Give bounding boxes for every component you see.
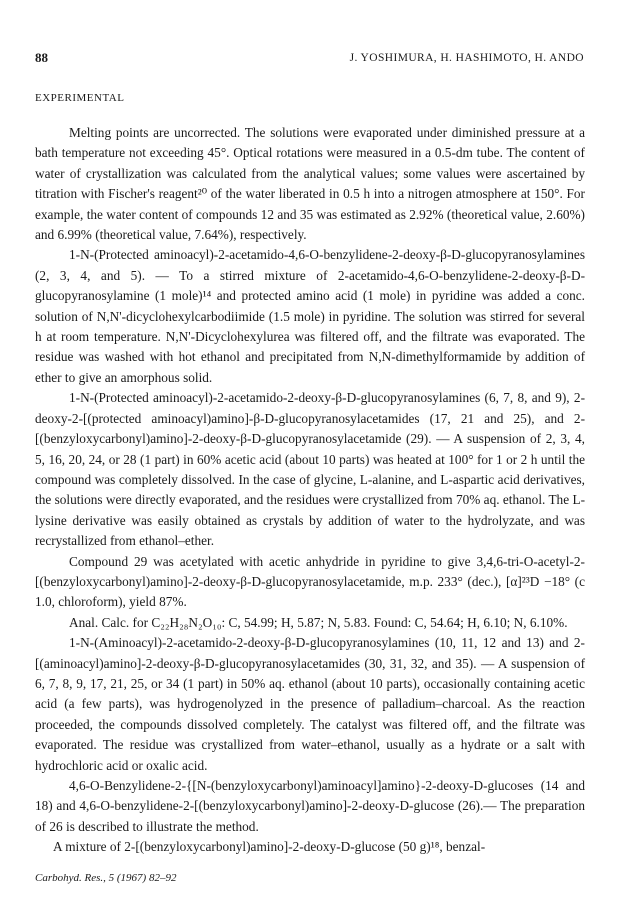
paragraph: 1-N-(Aminoacyl)-2-acetamido-2-deoxy-β-D-glucopyranosylamines (10, 11, 12 and 13) and 2-[(aminoacyl)amino]-2-deoxy-β-D-glucopyranosylacetamides (30, 31, 32, and 35). — A suspension of 6, 7, 8, 9, 17, 21, 25, or 34 (1 part) in 50% aq. ethanol (about 10 parts), occasionally containing acetic acid (a few parts), was hydrogenolyzed in the presence of palladium–charcoal. As the reaction proceeded, the compounds dissolved completely. The catalyst was filtered off, and the filtrate was evaporated. The residue was crystallized from water–ethanol, usually as a hydrate or a salt with hydrochloric acid or oxalic acid.: [35, 635, 585, 773]
paragraph: Compound 29 was acetylated with acetic anhydride in pyridine to give 3,4,6-tri-O-acetyl-2-[(benzyloxycarbonyl)amino]-2-deoxy-β-D-glucopyranosylacetamide, m.p. 233° (dec.), [α]²³D −18° (c 1.0, chloroform), yield 87%.: [35, 553, 585, 610]
footer-citation: Carbohyd. Res., 5 (1967) 82–92: [35, 872, 177, 884]
paragraph: Melting points are uncorrected. The solutions were evaporated under diminished pressure at a bath temperature not exceeding 45°. Optical rotations were measured in a 0.5-dm tube. The content of water of crystallization was calculated from the analytical values; some values were ascertained by titration with Fischer's reagent²⁰ of the water liberated in 0.5 h into a nitrogen atmosphere at 150°. For example, the water content of compounds 12 and 35 was estimated as 2.92% (theoretical value, 2.60%) and 6.99% (theoretical value, 7.64%), respectively.: [35, 125, 585, 243]
paragraph: 1-N-(Protected aminoacyl)-2-acetamido-4,6-O-benzylidene-2-deoxy-β-D-glucopyranosylamines (2, 3, 4, and 5). — To a stirred mixture of 2-acetamido-4,6-O-benzylidene-2-deoxy-β-D-glucopyranosylamine (1 mole)¹⁴ and protected amino acid (1 mole) in pyridine was added a conc. solution of N,N'-dicyclohexylcarbodiimide (1.5 mole) in pyridine. The solution was stirred for several h at room temperature. N,N'-Dicyclohexylurea was filtered off, and the filtrate was evaporated. The residue was washed with hot ethanol and precipitated from N,N-dimethylformamide by addition of ether to give an amorphous solid.: [35, 247, 585, 385]
body-text: [35, 123, 585, 858]
paragraph: 1-N-(Protected aminoacyl)-2-acetamido-2-deoxy-β-D-glucopyranosylamines (6, 7, 8, and 9), 2-deoxy-2-[(protected aminoacyl)amino]-β-D-glucopyranosylacetamides (17, 21 and 25), and 2-[(benzyloxycarbonyl)amino]-2-deoxy-β-D-glucopyranosylacetamide (29). — A suspension of 2, 3, 4, 5, 16, 20, 24, or 28 (1 part) in 60% acetic acid (about 10 parts) was heated at 100° for 1 or 2 h until the compound was completely dissolved. In the case of glycine, L-alanine, and L-aspartic acid derivatives, the solutions were directly evaporated, and the residues were crystallized from 70% aq. ethanol. The L-lysine derivative was easily obtained as crystals by addition of water to the hydrolyzate, and was recrystallized from ethanol–ether.: [35, 390, 585, 549]
paragraph: Anal. Calc. for C₂₂H₂₈N₂O₁₀: C, 54.99; H, 5.87; N, 5.83. Found: C, 54.64; H, 6.10; N, 6.10%.: [69, 614, 568, 630]
page-number: 88: [35, 50, 48, 65]
paragraph: A mixture of 2-[(benzyloxycarbonyl)amino]-2-deoxy-D-glucose (50 g)¹⁸, benzal-: [53, 839, 486, 855]
running-head: J. YOSHIMURA, H. HASHIMOTO, H. ANDO: [349, 52, 584, 64]
paragraph: 4,6-O-Benzylidene-2-{[N-(benzyloxycarbonyl)aminoacyl]amino}-2-deoxy-D-glucoses (14 and 18) and 4,6-O-benzylidene-2-[(benzyloxycarbonyl)amino]-2-deoxy-D-glucose (26).— The preparation of 26 is described to illustrate the method.: [35, 778, 585, 834]
section-title: EXPERIMENTAL: [35, 92, 125, 104]
